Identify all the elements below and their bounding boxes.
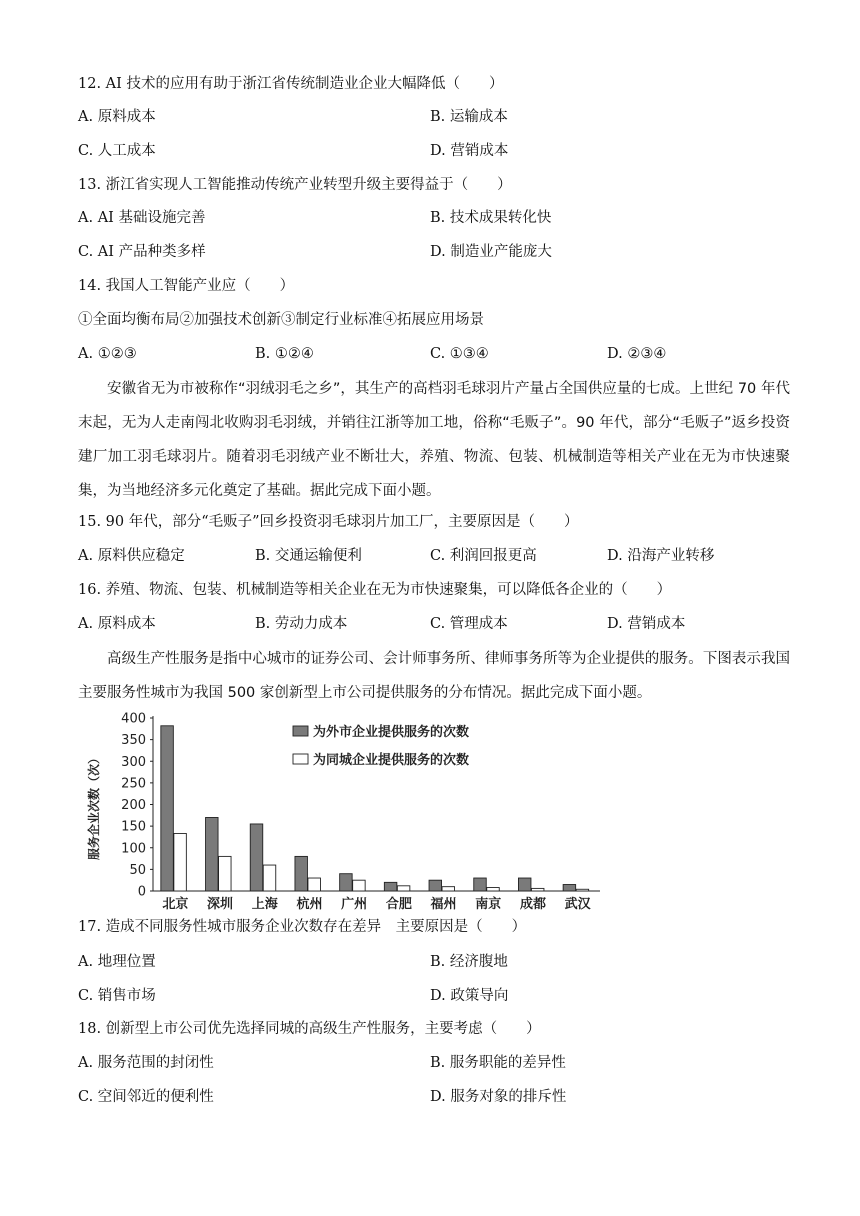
q12-option-c: C. 人工成本 bbox=[78, 143, 156, 159]
x-tick-label: 杭州 bbox=[296, 897, 323, 912]
q16-option-d: D. 营销成本 bbox=[607, 616, 686, 632]
q18-option-c: C. 空间邻近的便利性 bbox=[78, 1089, 214, 1105]
q12-stem: 12. AI 技术的应用有助于浙江省传统制造业企业大幅降低（ ） bbox=[78, 76, 504, 92]
bar-same-city bbox=[531, 888, 544, 891]
y-tick-label: 400 bbox=[121, 711, 146, 727]
q17-option-a: A. 地理位置 bbox=[78, 954, 156, 970]
bar-outside-city bbox=[340, 874, 353, 891]
q18-stem: 18. 创新型上市公司优先选择同城的高级生产性服务，主要考虑（ ） bbox=[78, 1021, 541, 1037]
y-tick-label: 0 bbox=[137, 884, 146, 900]
passage-1 bbox=[78, 372, 790, 508]
bar-same-city bbox=[174, 833, 187, 891]
bar-same-city bbox=[263, 865, 276, 891]
y-tick-label: 350 bbox=[121, 733, 146, 749]
x-tick-label: 合肥 bbox=[385, 897, 412, 912]
x-tick-label: 南京 bbox=[475, 897, 502, 912]
bar-same-city bbox=[442, 887, 455, 891]
bar-same-city bbox=[487, 888, 500, 891]
q17-option-d: D. 政策导向 bbox=[430, 988, 509, 1004]
y-tick-label: 250 bbox=[121, 776, 146, 792]
bar-outside-city bbox=[161, 726, 174, 891]
bar-outside-city bbox=[384, 882, 397, 891]
q13-option-b: B. 技术成果转化快 bbox=[430, 210, 552, 226]
passage-1-text: 安徽省无为市被称作“羽绒羽毛之乡”，其生产的高档羽毛球羽片产量占全国供应量的七成。上世纪 70 年代末起，无为人走南闯北收购羽毛羽绒，并销往江浙等加工地，俗称“毛贩子”。90 年代，部分“毛贩子”返乡投资建厂加工羽毛球羽片。随着羽毛羽绒产业不断壮大，养殖、物流、包装、机械制造等相关产业在无为市快速聚集，为当地经济多元化奠定了基础。据此完成下面小题。 bbox=[78, 381, 790, 499]
legend-label: 为同城企业提供服务的次数 bbox=[313, 753, 470, 768]
q15-stem: 15. 90 年代，部分“毛贩子”回乡投资羽毛球羽片加工厂，主要原因是（ ） bbox=[78, 514, 579, 530]
bar-outside-city bbox=[518, 878, 531, 891]
q13-stem: 13. 浙江省实现人工智能推动传统产业转型升级主要得益于（ ） bbox=[78, 177, 512, 193]
bar-outside-city bbox=[250, 824, 263, 891]
q18-option-d: D. 服务对象的排斥性 bbox=[430, 1089, 567, 1105]
passage-2-text: 高级生产性服务是指中心城市的证券公司、会计师事务所、律师事务所等为企业提供的服务。下图表示我国主要服务性城市为我国 500 家创新型上市公司提供服务的分布情况。据此完成下面小题。 bbox=[78, 651, 790, 701]
x-tick-label: 上海 bbox=[251, 897, 278, 912]
q18-option-b: B. 服务职能的差异性 bbox=[430, 1055, 566, 1071]
bar-outside-city bbox=[295, 856, 308, 891]
x-tick-label: 武汉 bbox=[564, 897, 591, 912]
q15-option-d: D. 沿海产业转移 bbox=[607, 548, 715, 564]
q15-option-c: C. 利润回报更高 bbox=[430, 548, 537, 564]
bar-same-city bbox=[353, 880, 366, 891]
q14-option-d: D. ②③④ bbox=[607, 346, 667, 362]
x-tick-label: 深圳 bbox=[207, 897, 234, 912]
y-tick-label: 100 bbox=[121, 841, 146, 857]
y-tick-label: 150 bbox=[121, 819, 146, 835]
q15-option-b: B. 交通运输便利 bbox=[255, 548, 362, 564]
q16-option-a: A. 原料成本 bbox=[78, 616, 156, 632]
q14-option-a: A. ①②③ bbox=[78, 346, 137, 362]
q12-option-a: A. 原料成本 bbox=[78, 109, 156, 125]
bar-outside-city bbox=[206, 817, 219, 891]
q16-option-b: B. 劳动力成本 bbox=[255, 616, 348, 632]
q13-option-d: D. 制造业产能庞大 bbox=[430, 244, 552, 260]
service-bar-chart bbox=[80, 706, 610, 912]
bar-same-city bbox=[219, 856, 232, 891]
bar-same-city bbox=[308, 878, 321, 891]
q18-option-a: A. 服务范围的封闭性 bbox=[78, 1055, 214, 1071]
y-tick-label: 50 bbox=[129, 862, 146, 878]
bar-outside-city bbox=[563, 885, 576, 891]
bar-same-city bbox=[397, 886, 410, 891]
y-tick-label: 300 bbox=[121, 754, 146, 770]
q12-option-b: B. 运输成本 bbox=[430, 109, 508, 125]
legend-swatch bbox=[293, 754, 308, 764]
legend-label: 为外市企业提供服务的次数 bbox=[313, 725, 470, 740]
legend-swatch bbox=[293, 726, 308, 736]
q16-option-c: C. 管理成本 bbox=[430, 616, 508, 632]
q14-stem: 14. 我国人工智能产业应（ ） bbox=[78, 278, 295, 294]
q14-option-b: B. ①②④ bbox=[255, 346, 314, 362]
x-tick-label: 北京 bbox=[162, 897, 189, 912]
y-tick-label: 200 bbox=[121, 798, 146, 813]
y-axis-label: 服务企业次数（次） bbox=[87, 751, 101, 861]
x-tick-label: 广州 bbox=[341, 897, 368, 912]
q17-option-b: B. 经济腹地 bbox=[430, 954, 508, 970]
x-tick-label: 福州 bbox=[430, 897, 457, 912]
q17-option-c: C. 销售市场 bbox=[78, 988, 156, 1004]
q15-option-a: A. 原料供应稳定 bbox=[78, 548, 185, 564]
q14-items: ①全面均衡布局②加强技术创新③制定行业标准④拓展应用场景 bbox=[78, 312, 484, 328]
bar-outside-city bbox=[474, 878, 487, 891]
q17-stem: 17. 造成不同服务性城市服务企业次数存在差异 主要原因是（ ） bbox=[78, 919, 527, 935]
bar-outside-city bbox=[429, 880, 442, 891]
bar-same-city bbox=[576, 889, 589, 891]
passage-2 bbox=[78, 642, 790, 710]
q13-option-a: A. AI 基础设施完善 bbox=[78, 210, 206, 226]
q16-stem: 16. 养殖、物流、包装、机械制造等相关企业在无为市快速聚集，可以降低各企业的（ ） bbox=[78, 582, 672, 598]
x-tick-label: 成都 bbox=[519, 897, 546, 912]
q14-option-c: C. ①③④ bbox=[430, 346, 489, 362]
q13-option-c: C. AI 产品种类多样 bbox=[78, 244, 206, 260]
q12-option-d: D. 营销成本 bbox=[430, 143, 509, 159]
